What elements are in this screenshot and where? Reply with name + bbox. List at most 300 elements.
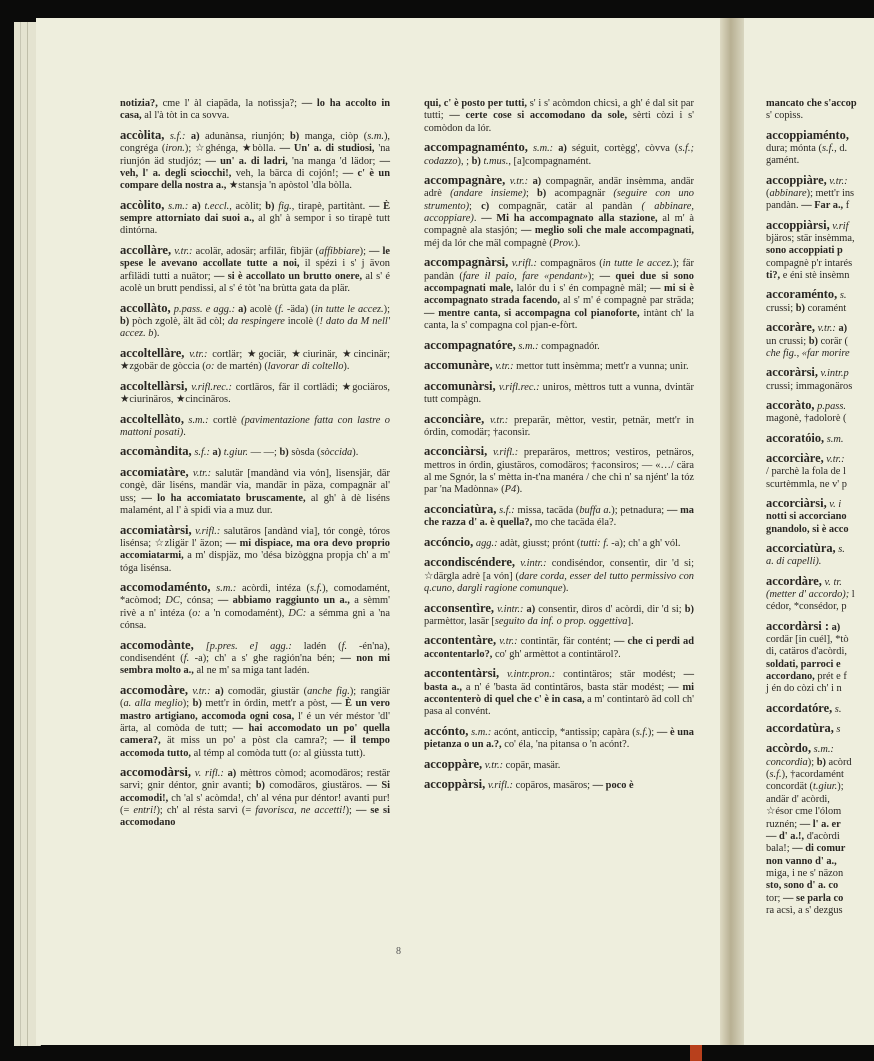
entry-text: , [a]compagnamént. — [508, 155, 592, 167]
entry-text: salutär [mandànd via vón], lisensjär, där congè, där liséns, mandär via, mandär in päza, compagnär al' uss; — [120, 467, 390, 504]
entry-text: v. tr. — [821, 576, 842, 588]
dictionary-entry — [120, 445, 390, 459]
dictionary-entry — [424, 778, 694, 792]
entry-text: miga, i ne s' näzon — [766, 867, 844, 879]
entry-text: al gh' à sempor i so tirapè tutt dintórna. — [120, 213, 390, 237]
entry-text: (seguire con uno strumento) — [424, 188, 694, 212]
entry-text: — lo ha accolto in casa, — [120, 98, 390, 122]
entry-text: bjäros; stär insèmma, — [766, 233, 855, 245]
entry-headword: accontentàrsi, — [424, 666, 500, 681]
entry-text: 'na riunjón äd studjóz; — [120, 143, 391, 167]
entry-text: contintäros; stär modést; — [555, 669, 684, 681]
entry-text: preparär, mèttor, vestìr, petnär, mett'r in órdin, comodär; †aconsìr. — [424, 414, 694, 438]
entry-text: concordia — [766, 756, 808, 768]
entry-text: b) — [290, 130, 300, 142]
entry-text: che fig., «far morire — [766, 347, 850, 359]
right-page-line — [766, 556, 874, 568]
right-page-line — [766, 303, 874, 315]
entry-text: anche fig. — [307, 685, 350, 697]
entry-text: , cónsa; — [179, 595, 218, 607]
entry-text: a) — [188, 200, 201, 212]
entry-text: a. di capelli). — [766, 556, 822, 568]
entry-headword: accollàto, — [120, 300, 171, 315]
right-page-line — [766, 893, 874, 905]
entry-headword: accomiatàrsi, — [120, 522, 192, 537]
entry-text: b) — [120, 315, 130, 327]
entry-text: mo che tacäda éla?. — [532, 517, 617, 529]
right-page-line — [766, 258, 874, 270]
entry-text: soldati, parroci e — [766, 658, 841, 670]
right-page-line — [766, 819, 874, 831]
right-page-line — [766, 601, 874, 613]
entry-text: sòsda ( — [288, 447, 321, 459]
right-page-line — [766, 683, 874, 695]
entry-text: affibbiare — [319, 246, 360, 257]
entry-text: o: — [192, 607, 201, 619]
entry-text: notizia?, — [120, 98, 158, 109]
entry-text: tutti: f. — [580, 537, 609, 549]
entry-text: coramént — [804, 302, 847, 314]
entry-text: , d. — [834, 143, 848, 155]
entry-text: gnandolo, si è acco — [766, 523, 849, 535]
right-page-line — [766, 466, 874, 478]
entry-text: c) — [481, 200, 490, 212]
entry-text: andär d' acòrdi, — [766, 793, 830, 805]
entry-text: al témp al comòda tutt ( — [191, 747, 293, 759]
entry-headword: acconciàre, — [424, 411, 485, 426]
entry-text: veh, la bärca di cojón!; — [231, 167, 343, 179]
entry-text: non vanno d' a., — [766, 855, 837, 867]
entry-text: uniros, mèttros tutt a vunna, dvintär tutt compàgn. — [424, 381, 695, 405]
dictionary-entry — [120, 199, 390, 238]
entry-text: compagnè p'r intarés — [766, 257, 853, 269]
entry-text: — mentre canta, si accompagna col pianoforte, — [424, 307, 640, 319]
entry-text: co' éla, 'na pitansa o 'n acónt?. — [501, 739, 630, 751]
entry-text: — se parla co — [783, 892, 844, 904]
entry-headword: accontentàre, — [424, 633, 497, 648]
entry-text: s.f.: — [191, 447, 210, 459]
entry-text: — un' a. di ladri, — [205, 155, 288, 167]
entry-text: DC: — [288, 607, 307, 619]
entry-text: un crussi; — [766, 335, 809, 347]
entry-text: , tirapè, partitànt. — [291, 200, 369, 212]
entry-text: a sémma gnì a 'na cónsa. — [120, 607, 390, 632]
entry-text: ), comodamént, *acòmod; — [120, 583, 390, 607]
entry-text: missa, tacäda ( — [514, 504, 580, 516]
dictionary-entry — [120, 347, 390, 374]
right-page-line — [766, 575, 874, 589]
dictionary-entry — [424, 725, 694, 752]
entry-text: a sèmm' rivè a n' intéza ( — [120, 595, 391, 619]
entry-text: — le spese le avevano accollate tutte a noi, — [120, 246, 390, 270]
dictionary-entry — [424, 602, 694, 629]
entry-text: ); petnadura; — [611, 504, 667, 516]
entry-text: accorciatùra, — [766, 540, 836, 555]
entry-text: a m' contintarò äd coll ch' pasa al convént. — [424, 694, 694, 718]
entry-headword: accondiscéndere, — [424, 555, 516, 570]
entry-text: acompagnär — [546, 188, 614, 200]
entry-text: ). — [352, 447, 359, 459]
right-page-line — [766, 174, 874, 188]
entry-text: ät miss un po' a pòst cla camra?; — [160, 735, 334, 747]
entry-text: [p.pres. e] agg.: — [193, 640, 292, 652]
entry-text: v.intr.pron.: — [499, 669, 556, 681]
entry-text: accòrdo, — [766, 741, 812, 756]
entry-text: mettor tutt insèmma; mett'r a vunna; unìr. — [513, 361, 689, 373]
entry-text: s — [833, 724, 841, 736]
entry-text: acónt, anticcip, *antissip; capàra ( — [491, 726, 636, 738]
entry-text: t.eccl. — [204, 200, 230, 212]
entry-text: acolär, adosär; arfilär, fibjär ( — [192, 246, 319, 257]
right-page-line — [766, 98, 874, 110]
entry-text: accoràto, — [766, 397, 815, 412]
entry-text: sto, sono d' a. co — [766, 880, 839, 892]
entry-text: compagnär, catär al pandàn — [489, 200, 642, 212]
right-page-line — [766, 794, 874, 806]
entry-text: accoràre, — [766, 320, 815, 335]
entry-text: v.rifl.: — [191, 525, 221, 537]
entry-headword: accomodàrsi, — [120, 765, 191, 780]
right-page-line — [766, 143, 874, 155]
entry-text: s.m.: — [164, 200, 189, 212]
entry-text: ti?, — [766, 270, 781, 282]
right-page-line — [766, 620, 874, 634]
entry-text: seguito da inf. o prop. oggettiva — [494, 615, 628, 627]
entry-text: compagnäros ( — [536, 258, 603, 270]
entry-text: DC — [165, 595, 180, 607]
entry-text: s' i s' acòmdon chicsì, a gh' é dal sit par tutti; — [424, 98, 694, 122]
entry-text: a) — [185, 130, 200, 142]
entry-text: b) — [471, 155, 481, 167]
dictionary-column-2 — [424, 98, 694, 799]
entry-text: comodäros, giustäros. — [264, 780, 367, 792]
entry-text: e éni stè insèmn — [780, 270, 850, 282]
entry-text: mancato che s'accop — [766, 98, 857, 109]
entry-text: s.m.: — [468, 726, 492, 738]
entry-text: ra acsì, a s' dezgus — [766, 904, 843, 916]
right-page-line — [766, 270, 874, 282]
entry-text: intànt ch' la canta, la s' compagna col pjan-e-fòrt. — [424, 307, 695, 332]
entry-text: condiséndor, consentìr, dir 'd si; ☆därgla adrè [a vón] ( — [424, 558, 695, 582]
entry-text: — veh, l' a. degli sciocchi!, — [120, 155, 390, 179]
entry-text: accoppiaménto, — [766, 127, 849, 142]
dictionary-entry — [424, 503, 694, 530]
entry-text: ); — [837, 781, 844, 793]
entry-text: a) — [223, 768, 237, 780]
entry-headword: accóncio, — [424, 534, 474, 549]
right-page-line — [766, 155, 874, 167]
entry-text: al gh' à dè liséns malamént, al l' à spidì via a muz dur. — [120, 492, 390, 516]
entry-text: bala!; — [766, 843, 793, 855]
entry-text: Prov. — [552, 237, 575, 249]
entry-text: fare il paio, fare «pendant» — [462, 270, 588, 282]
entry-text: t.giur. — [223, 447, 249, 459]
entry-text: — ma che razza d' a. è quella?, — [424, 504, 694, 529]
entry-text: (andare insieme) — [450, 188, 526, 200]
right-page-line — [766, 806, 874, 818]
entry-text: ). — [153, 328, 160, 340]
entry-text: salutäros [andànd via], tór congè, tóros lisénsa; ☆zligär l' äzon; — [120, 525, 390, 549]
entry-text: ★stansja 'n apòstol 'dla bòlla. — [226, 180, 352, 192]
entry-text: dura; mónta ( — [766, 143, 822, 155]
entry-text: s. — [835, 543, 845, 555]
entry-text: — quei due si sono accompagnati male, — [424, 270, 694, 295]
right-page-line — [766, 288, 874, 302]
entry-text: mèttros còmod; acomodäros; restär sarvì; gnir déntor, gnìr avanti; — [120, 768, 390, 792]
dictionary-entry — [424, 141, 694, 168]
entry-headword: accompagnatóre, — [424, 337, 516, 352]
right-page-line — [766, 880, 874, 892]
entry-headword: acconciatùra, — [424, 501, 497, 516]
dictionary-entry — [120, 302, 390, 341]
right-page-line — [766, 659, 874, 671]
right-page-line — [766, 905, 874, 917]
right-page-line — [766, 843, 874, 855]
right-page-line — [766, 757, 874, 769]
entry-text: (pavimentazione fatta con lastre o mattoni posati) — [120, 414, 390, 438]
entry-text: , acòlit; — [229, 200, 266, 212]
entry-text: a) — [210, 685, 224, 697]
right-page-line — [766, 432, 874, 446]
entry-text: — è una pietanza o un a.?, — [424, 726, 694, 751]
entry-text: accoratóio, — [766, 430, 825, 445]
entry-headword: accompagnàrsi, — [424, 255, 509, 270]
entry-text: al giùssta tutt). — [301, 747, 366, 759]
entry-text: ); — [345, 805, 356, 817]
entry-text: ). — [516, 484, 523, 496]
entry-text: sèrti còzi i s' comòdon da lór. — [424, 110, 694, 134]
dictionary-entry — [424, 413, 694, 440]
right-page-line — [766, 348, 874, 360]
entry-text: s.m.: — [515, 340, 539, 352]
entry-text: parmèttor, lasär [ — [424, 615, 495, 627]
entry-headword: accoltellàto, — [120, 411, 184, 426]
entry-text: f — [843, 200, 850, 212]
entry-text: b) — [255, 780, 265, 792]
entry-text: — Mi ha accompagnato alla stazione, — [481, 213, 658, 225]
entry-text: entri! — [133, 805, 157, 817]
right-page-line — [766, 856, 874, 868]
entry-text: cordär [in cuél], *tò — [766, 634, 849, 646]
entry-text: ☆ésor cme l'ólom — [766, 806, 842, 818]
entry-text: ); fär pandàn ( — [424, 258, 694, 282]
entry-text: ( — [766, 188, 770, 200]
entry-text: s. — [832, 703, 842, 715]
entry-text: cortlè — [208, 414, 242, 426]
entry-text: a) — [209, 447, 222, 459]
entry-text: v. i — [826, 498, 842, 510]
entry-text: s.f.: — [164, 130, 186, 142]
entry-text: — È un vero mastro artigiano, accomoda ogni cosa, — [120, 698, 390, 722]
entry-text: v.intr.: — [494, 603, 524, 615]
entry-text: il spézi i s' j ävon arfilädi tutti a nuätor; — [120, 258, 390, 282]
dictionary-entry — [424, 380, 694, 407]
entry-text: sòccida — [320, 447, 353, 459]
entry-text: v.tr.: — [184, 348, 208, 360]
page-number: 8 — [396, 946, 401, 957]
entry-text: ); ch' al résta sarvì (= — [156, 805, 256, 817]
entry-text: accordàrsi : — [766, 618, 829, 633]
entry-text: a m' dispjäz, mo 'désa bizòggna propja ch' a m' tóga lisénsa. — [120, 550, 390, 574]
entry-text: ); ☆ghénga, ★bòlla. — [184, 143, 280, 155]
entry-text: — di comur — [792, 843, 846, 855]
entry-text: ); — [359, 246, 370, 257]
entry-text: copäros, masäros; — [513, 780, 593, 792]
right-page-line — [766, 479, 874, 491]
entry-text: v. rifl.: — [191, 768, 224, 780]
dictionary-entry — [424, 758, 694, 772]
entry-text: — mi accontenterò di quel che c' è in casa, — [424, 681, 694, 706]
right-page-line — [766, 524, 874, 536]
entry-text: s.f. — [635, 726, 648, 738]
entry-text: . — [473, 213, 482, 225]
entry-text: concordät ( — [766, 781, 814, 793]
entry-text: — Far a., — [801, 200, 844, 212]
entry-text: ]. — [627, 615, 634, 627]
entry-text: — Un' a. di studiosi, — [279, 143, 375, 155]
entry-text: / parchè la fola de l — [766, 466, 846, 478]
entry-text: — non mi sembra molto a., — [120, 652, 390, 677]
entry-headword: accoppàre, — [424, 756, 483, 771]
right-page-line — [766, 200, 874, 212]
entry-text: v.tr.: — [823, 453, 845, 465]
entry-text: a) — [528, 176, 542, 188]
entry-text: a) — [235, 303, 247, 315]
entry-text: ); rangiär ( — [120, 685, 390, 710]
entry-text: s.m. — [367, 130, 384, 142]
entry-text: ch 'al s' acòmda!, ch' al véna pur déntor! avanti pur! (= — [120, 792, 390, 817]
entry-text: accoppiàre, — [766, 172, 827, 187]
entry-text: a. alla meglio — [123, 698, 183, 710]
right-page-line — [766, 831, 874, 843]
entry-headword: accomodaménto, — [120, 580, 211, 595]
entry-text: favorisca, ne accetti! — [255, 805, 346, 817]
entry-text: s.f.; codazzo — [424, 143, 694, 167]
entry-text: cortläros, fär il cortlädi; ★gociäros, ★ciurinäros, ★cincinäros. — [120, 381, 390, 405]
dictionary-entry — [424, 256, 694, 332]
entry-text: — il tempo accomoda tutto, — [120, 735, 390, 759]
right-page-line — [766, 868, 874, 880]
dictionary-entry — [424, 339, 694, 353]
entry-text: magonè, †adolorè ( — [766, 413, 847, 425]
entry-text: consentìr, dìros d' acòrdi, dir 'd si; — [535, 603, 685, 615]
entry-headword: accomunàre, — [424, 358, 493, 373]
entry-text: a) — [553, 143, 567, 155]
entry-text: iron. — [165, 143, 185, 155]
entry-text: mett'r in órdin, mett'r a pòst, — [201, 698, 332, 710]
entry-headword: accòlita, — [120, 127, 165, 142]
entry-text: accordatùra, — [766, 721, 834, 736]
entry-text: accorciàrsi, — [766, 495, 827, 510]
entry-text: b) — [192, 698, 202, 710]
entry-headword: accompagnàre, — [424, 173, 506, 188]
entry-text: accorciàre, — [766, 450, 824, 465]
entry-text: a) — [835, 323, 848, 335]
entry-text: — —; — [248, 447, 280, 459]
entry-text: o: — [292, 747, 302, 759]
dictionary-entry — [120, 524, 390, 575]
entry-text: s.m.: — [210, 583, 237, 595]
entry-text: al ne m' sa miga tant ladén. — [193, 665, 310, 677]
dictionary-entry — [424, 536, 694, 550]
entry-text: s.m. — [824, 433, 844, 445]
entry-text: b) — [684, 603, 695, 615]
dictionary-entry — [120, 639, 390, 678]
right-page-line — [766, 542, 874, 556]
entry-text: v.rifl.: — [487, 447, 519, 459]
entry-text: ); — [647, 726, 657, 738]
entry-text: v.tr.: — [496, 636, 518, 648]
entry-text: ), †acordamént — [781, 769, 844, 781]
entry-text: — hai accomodato un po' quella camera?, — [120, 722, 390, 747]
entry-text: -a); ch' a gh' vól. — [608, 537, 681, 549]
entry-text: — certe cose si accomodano da sole, — [449, 110, 628, 122]
right-page-line — [766, 742, 874, 756]
dictionary-entry — [424, 634, 694, 661]
right-page-line — [766, 671, 874, 683]
entry-text: v.tr.: — [814, 323, 836, 335]
entry-text: crussi; immagonäros — [766, 380, 853, 392]
entry-text: v.rifl.: — [508, 258, 537, 270]
entry-headword: accoltellàrsi, — [120, 378, 188, 393]
entry-text: — l' a. er — [799, 818, 841, 830]
entry-text: j én do còzi ch' i n — [766, 683, 842, 695]
entry-text: dare corda, esser del tutto permissivo con q.cuno, dargli ragione comunque — [424, 570, 694, 595]
entry-text: lalór du i s' én compagnè mäl; — [513, 283, 651, 295]
entry-text: pòch zgolè, ält äd còl; — [129, 315, 228, 327]
entry-text: cédor, *consédor, p — [766, 601, 847, 613]
entry-text: -äda) ( — [283, 303, 315, 315]
entry-text: ). — [574, 237, 581, 249]
entry-headword: accompagnaménto, — [424, 140, 528, 155]
entry-text: al m' à compagnè ala stasjón; — [424, 213, 694, 237]
entry-text: v.tr.: — [482, 759, 504, 771]
dictionary-entry — [424, 359, 694, 373]
entry-text: cortlär; ★gociär, ★ciurinär, ★cincinär; ★zgobär de gòccia ( — [120, 348, 390, 373]
entry-text: — È sempre attorniato dai suoi a., — [120, 200, 390, 225]
entry-text: ( — [766, 769, 770, 781]
entry-text: v.tr.: — [484, 414, 509, 426]
entry-text: s.m.: — [184, 414, 209, 426]
entry-text: ), ; — [457, 155, 472, 167]
book-gutter — [720, 18, 744, 1045]
right-page-line — [766, 646, 874, 658]
entry-text: — c' è un compare della nostra a., — [120, 167, 390, 192]
entry-text: accordàre, — [766, 573, 822, 588]
entry-headword: accomunàrsi, — [424, 378, 496, 393]
entry-text: s.f. — [821, 143, 835, 155]
entry-text: v.tr.: — [171, 246, 193, 257]
entry-text: f. — [341, 640, 348, 652]
dictionary-column-1 — [120, 98, 390, 836]
right-page-line — [766, 781, 874, 793]
entry-text: manga, ciòp ( — [299, 130, 368, 142]
entry-text: s. — [837, 290, 847, 302]
dictionary-entry — [120, 581, 390, 632]
right-page-line — [766, 245, 874, 257]
entry-text: al l'à tòt in ca sovva. — [141, 110, 230, 122]
entry-text: f. — [278, 303, 284, 315]
entry-text: ; — [525, 188, 538, 200]
entry-text: de martén) ( — [214, 361, 268, 373]
entry-text: p.pass. e agg.: — [170, 303, 236, 315]
entry-text: ; — [469, 200, 482, 212]
right-page-line — [766, 366, 874, 380]
dictionary-entry — [120, 129, 390, 193]
entry-text: méj da lór che mäl compagnè ( — [424, 237, 553, 249]
entry-text: f. — [183, 652, 190, 664]
entry-text: b) — [537, 188, 547, 200]
